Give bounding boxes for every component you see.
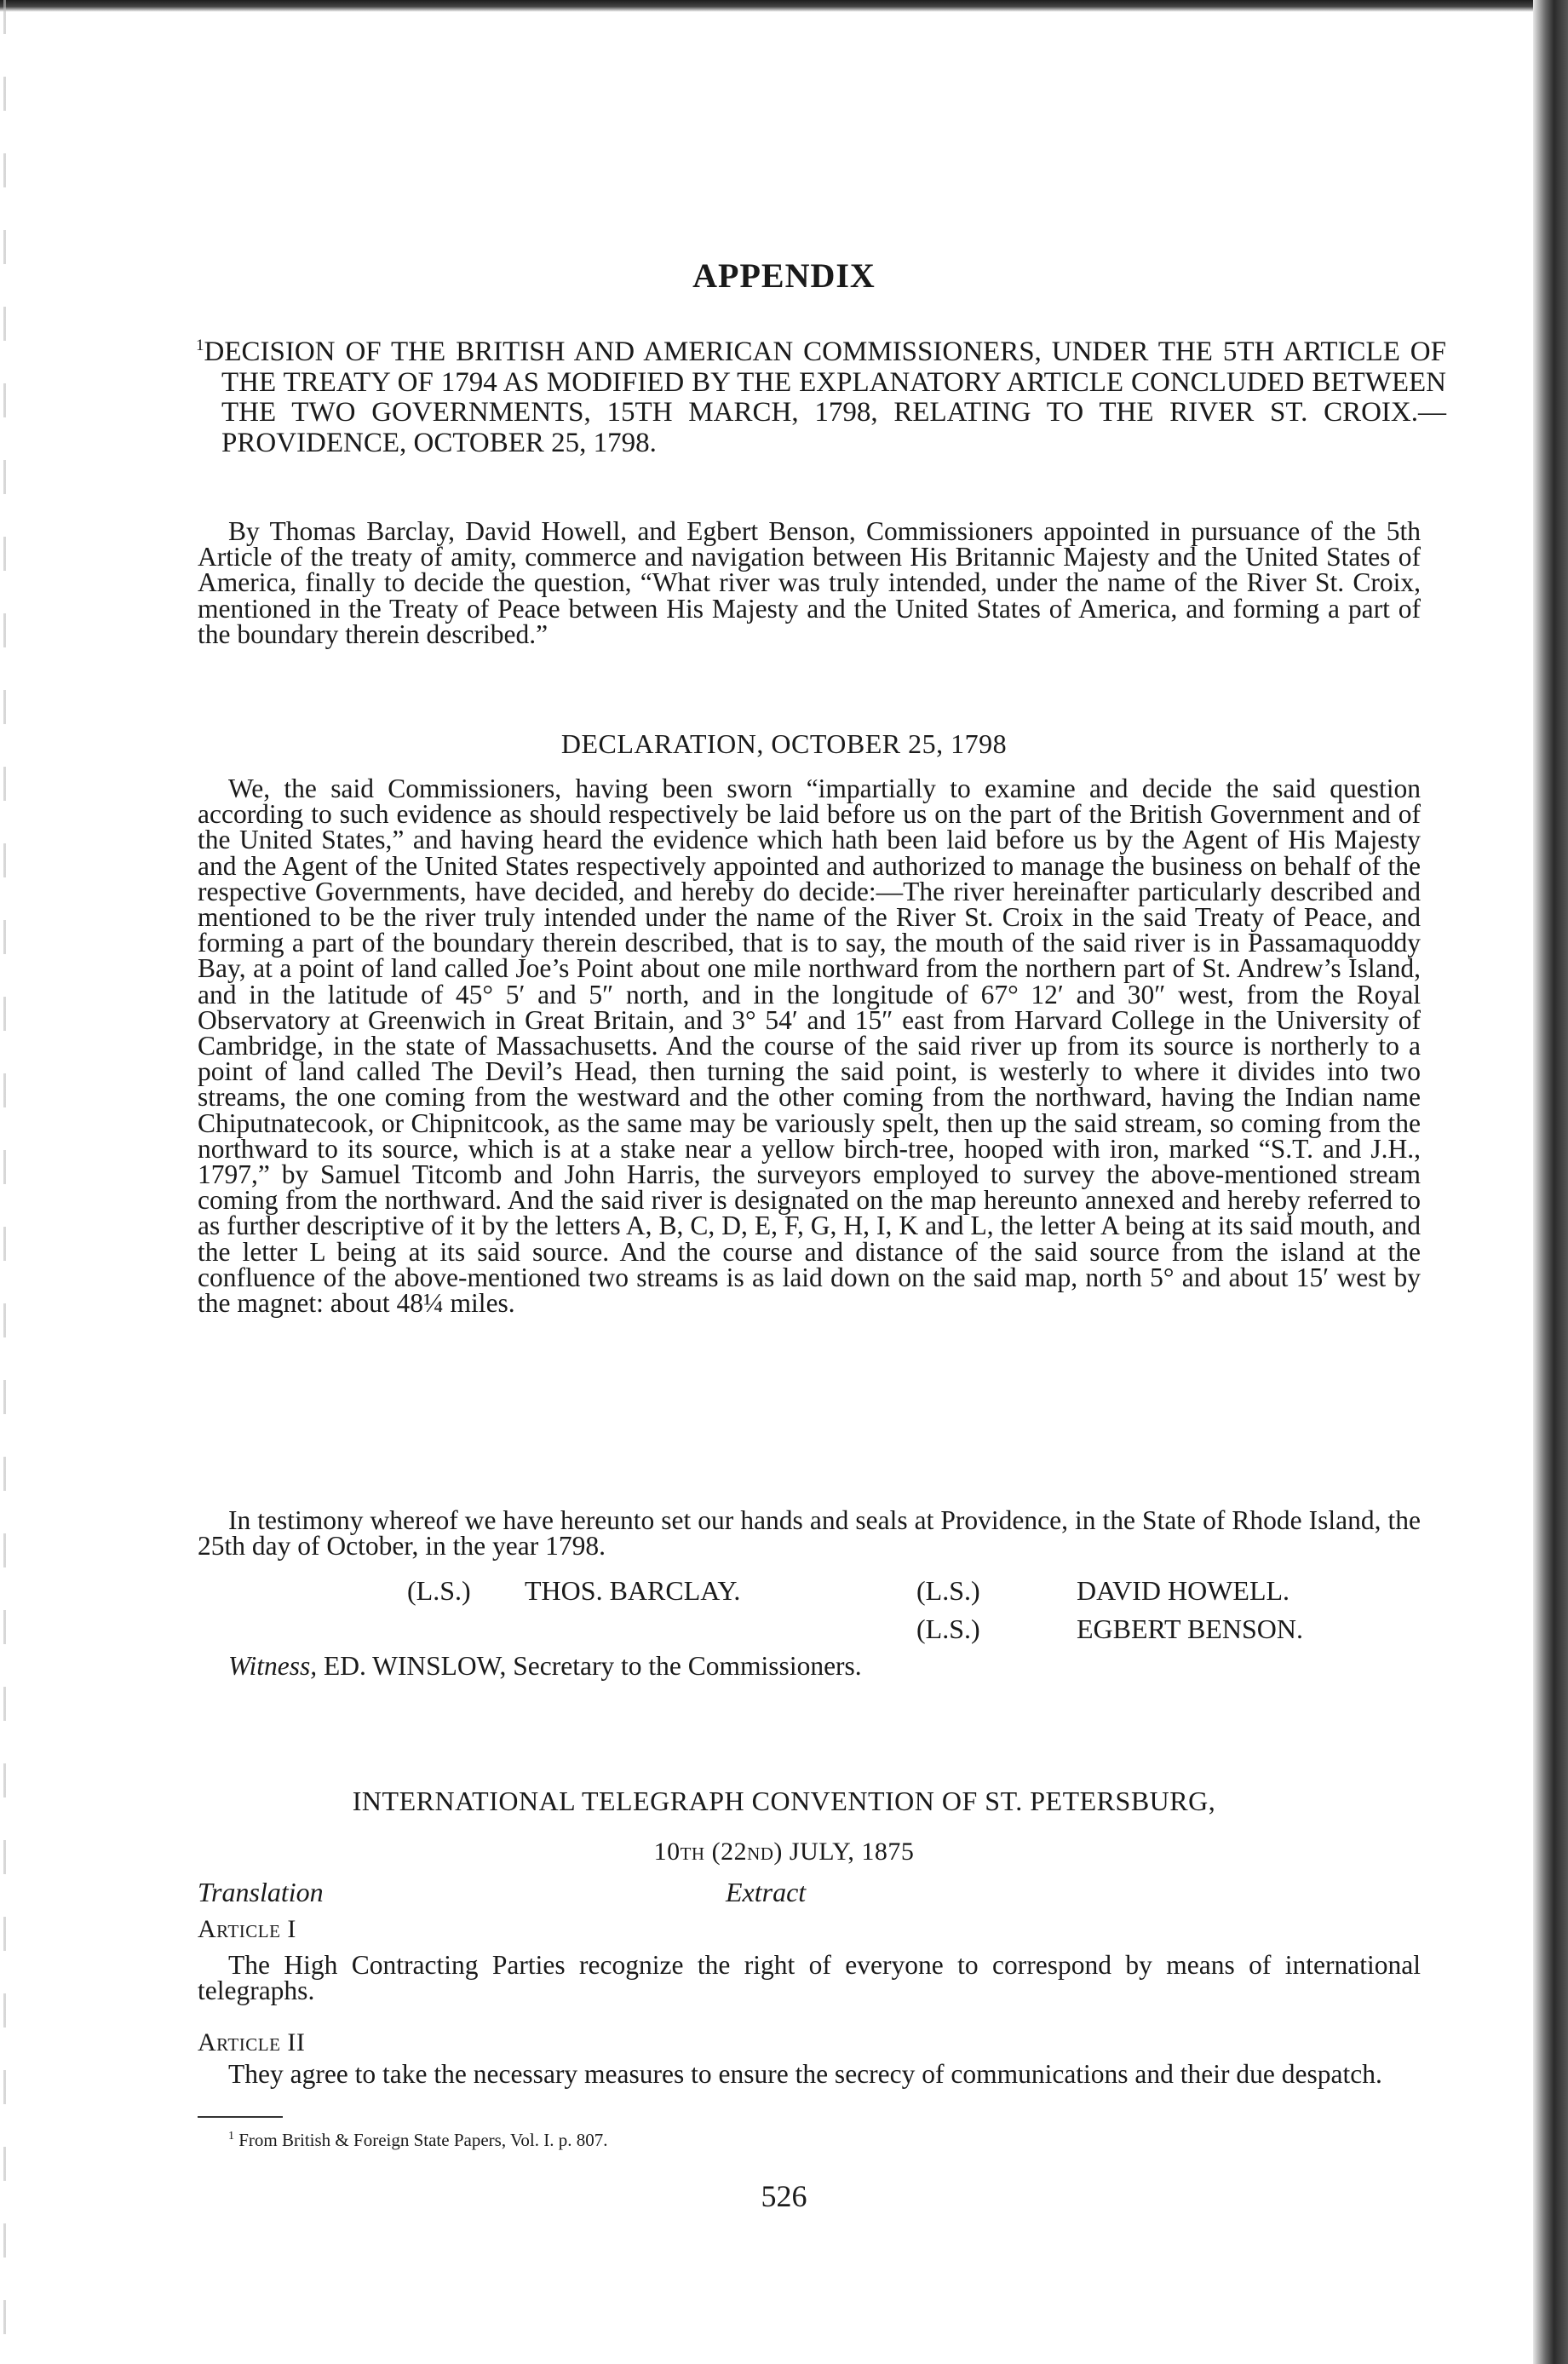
witness-line [228,1651,862,1682]
footnote-mark: 1 [228,2130,234,2143]
extract-label: Extract [726,1877,807,1907]
declaration-heading: DECLARATION, OCTOBER 25, 1798 [560,728,1008,759]
declaration-body: We, the said Commissioners, having been sworn “impartially to examine and decide the said question according to such evidence as should respectively be laid before us on the part of the British Government and of the United States,” and having heard the evidence which hath been laid before us by the Agent of His Majesty and the Agent of the United States respectively appointed and authorized to manage the business on behalf of the respective Governments, have decided, and hereby do decide:—The river hereinafter particularly described and mentioned to be the river truly intended under the name of the River St. Croix in the said Treaty of Peace, and forming a part of the boundary therein described, that is to say, the mouth of the said river is in Passamaquoddy Bay, at a point of land called Joe’s Point about one mile northward from the northern part of St. Andrew’s Island, and in the latitude of 45° 5′ and 5″ north, and in the longitude of 67° 12′ and 30″ west, from the Royal Observatory at Greenwich in Great Britain, and 3° 54′ and 15″ east from Harvard College in the University of Cambridge, in the state of Massachusetts. And the course of the said river up from its source is northerly to a point of land called The Devil’s Head, then turning the said point, is westerly to where it divides into two streams, the one coming from the westward and the other coming from the northward, having the Indian name Chiputnatecook, or Chipnitcook, as the same may be variously spelt, then up the said stream, so coming from the northward to its source, which is at a stake near a yellow birch-tree, hooped with iron, marked “S.T. and J.H., 1797,” by Samuel Titcomb and John Harris, the surveyors employed to survey the above-mentioned stream coming from the northward. And the said river is designated on the map hereunto annexed and hereby referred to as further descriptive of it by the letters A, B, C, D, E, F, G, H, I, K and L, the letter A being at its said mouth, and the letter L being at its said source. And the course and distance of the said source from the island at the confluence of the above-mentioned two streams is as laid down on the said map, north 5° and about 15′ west by the magnet: about 48¼ miles. [198,774,1421,1319]
footnote-divider [198,2116,283,2118]
article-text: They agree to take the necessary measures to ensure the secrecy of communications and their due despatch. [228,2059,1382,2089]
witness-label: Witness, [228,1651,318,1681]
signature-name: EGBERT BENSON. [1077,1613,1303,1644]
article-label: Article I [198,1915,296,1943]
signature-seal: (L.S.) [916,1613,980,1644]
translation-label: Translation [198,1877,324,1907]
convention-date-rest: JULY, 1875 [789,1838,915,1866]
convention-date-day: 10th [653,1838,705,1866]
footnote-marker: 1 [196,336,204,354]
witness-text: ED. WINSLOW, Secretary to the Commissioners. [324,1651,862,1681]
intro-paragraph: By Thomas Barclay, David Howell, and Egbert Benson, Commissioners appointed in pursuance of the 5th Article of the treaty of amity, commerce and navigation between His Britannic Majesty and the United States of America, finally to decide the question, “What river was truly intended, under the name of the River St. Croix, mentioned in the Treaty of Peace between His Majesty and the United States of America, and forming a part of the boundary therein described.” [198,516,1421,649]
decision-title [196,331,1446,458]
footnote-text: From British & Foreign State Papers, Vol. I. p. 807. [238,2130,608,2150]
page-number: 526 [761,2179,807,2213]
convention-date-paren: (22nd) [711,1838,783,1866]
signature-seal: (L.S.) [916,1575,980,1606]
article-text: The High Contracting Parties recognize the right of everyone to correspond by means of international telegraphs. [198,1950,1421,2006]
convention-title: INTERNATIONAL TELEGRAPH CONVENTION OF ST. PETERSBURG, [352,1786,1216,1816]
article-label: Article II [198,2028,306,2056]
convention-date [0,1838,1568,1866]
footnote [228,2130,607,2151]
decision-title-text: DECISION OF THE BRITISH AND AMERICAN COMMISSIONERS, UNDER THE 5TH ARTICLE OF THE TREATY OF 1794 AS MODIFIED BY THE EXPLANATORY ARTICLE CONCLUDED BETWEEN THE TWO GOVERNMENTS, 15TH MARCH, 1798, RELATING TO THE RIVER ST. CROIX.—PROVIDENCE, OCTOBER 25, 1798. [204,336,1446,458]
page-title: APPENDIX [692,256,876,295]
signature-name: DAVID HOWELL. [1077,1575,1290,1606]
signature-seal: (L.S.) [407,1575,471,1606]
testimony-paragraph: In testimony whereof we have hereunto set our hands and seals at Providence, in the State of Rhode Island, the 25th day of October, in the year 1798. [198,1505,1421,1562]
signature-name: THOS. BARCLAY. [525,1575,741,1606]
